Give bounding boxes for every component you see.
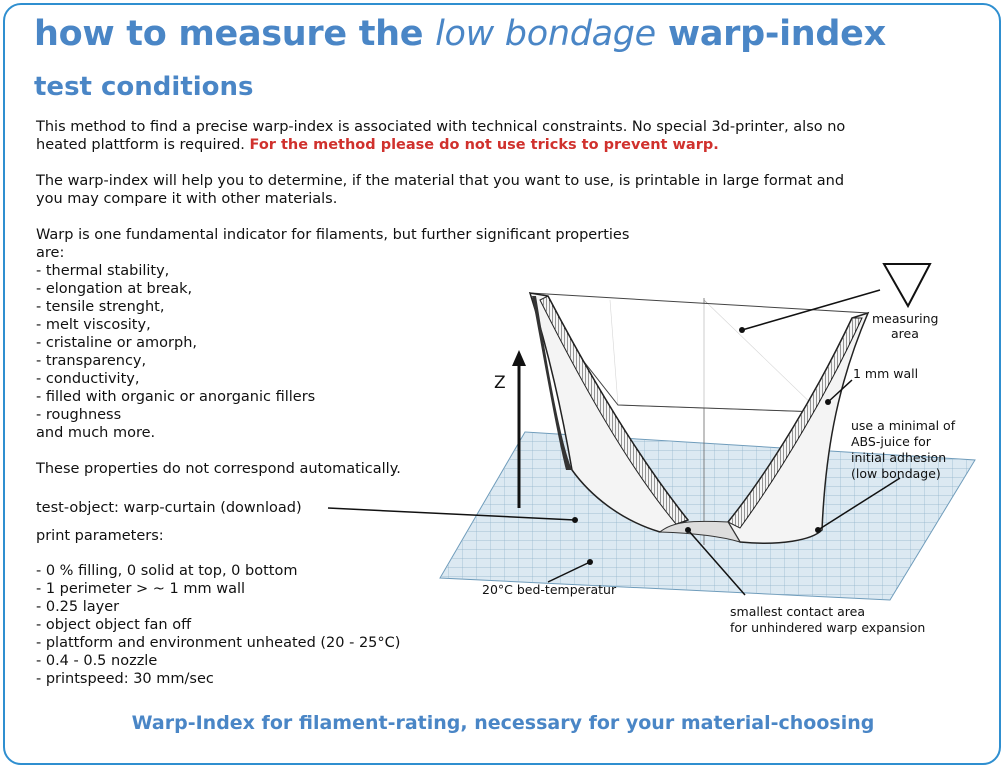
list-item: - printspeed: 30 mm/sec [36, 671, 214, 687]
wall-label: 1 mm wall [853, 366, 919, 381]
list-item: - filled with organic or anorganic fillers [36, 389, 316, 405]
list-item: - tensile strenght, [36, 299, 165, 315]
intro-paragraph: This method to find a precise warp-index is associated with technical constraints. No special 3d-printer, also no heated plattform is required. For the method please do not use tricks to prevent warp. [36, 119, 846, 153]
list-item: - 1 perimeter > ~ 1 mm wall [36, 581, 246, 597]
measuring-funnel-icon [884, 264, 930, 306]
list-item: - roughness [36, 407, 122, 423]
contact-label-2: for unhindered warp expansion [730, 620, 926, 635]
adhesion-label-4: (low bondage) [851, 466, 941, 481]
footer-tagline: Warp-Index for filament-rating, necessary for your material-choosing [131, 712, 875, 734]
list-item: - 0 % filling, 0 solid at top, 0 bottom [36, 563, 298, 579]
list-item: - thermal stability, [36, 263, 170, 279]
z-axis-label: Z [494, 373, 506, 393]
list-item: - plattform and environment unheated (20 - 25°C) [36, 635, 401, 651]
list-item: - 0.25 layer [36, 599, 120, 615]
adhesion-label-1: use a minimal of [851, 418, 956, 433]
list-item: - conductivity, [36, 371, 140, 387]
list-item: - transparency, [36, 353, 147, 369]
list-item: - object object fan off [36, 617, 192, 633]
adhesion-label-3: initial adhesion [851, 450, 947, 465]
print-params-heading: print parameters: [36, 528, 164, 544]
purpose-paragraph: The warp-index will help you to determine, if the material that you want to use, is printable in large format and you may compare it with other materials. [36, 173, 845, 207]
properties-block: Warp is one fundamental indicator for filaments, but further significant properties are: - thermal stability, - elongation at break, - tensile strenght, - melt viscosity, - cristaline or amorph, - transparency, - conductivity, - filled with organic or anorganic fillers - roughness and much more. [36, 227, 630, 441]
list-item: - melt viscosity, [36, 317, 151, 333]
measuring-area-label-2: area [891, 326, 919, 341]
adhesion-label-2: ABS-juice for [851, 434, 931, 449]
section-heading: test conditions [34, 72, 254, 102]
list-item: - cristaline or amorph, [36, 335, 197, 351]
list-item: - elongation at break, [36, 281, 193, 297]
page-title: how to measure the low bondage warp-index [34, 14, 886, 54]
test-object-text: test-object: warp-curtain (download) [36, 500, 302, 516]
note-text: These properties do not correspond automatically. [36, 461, 401, 477]
bed-temp-label: 20°C bed-temperatur [482, 582, 617, 597]
contact-label-1: smallest contact area [730, 604, 865, 619]
list-item: - 0.4 - 0.5 nozzle [36, 653, 158, 669]
measuring-area-label-1: measuring [872, 311, 939, 326]
z-axis-arrowhead [512, 350, 526, 366]
